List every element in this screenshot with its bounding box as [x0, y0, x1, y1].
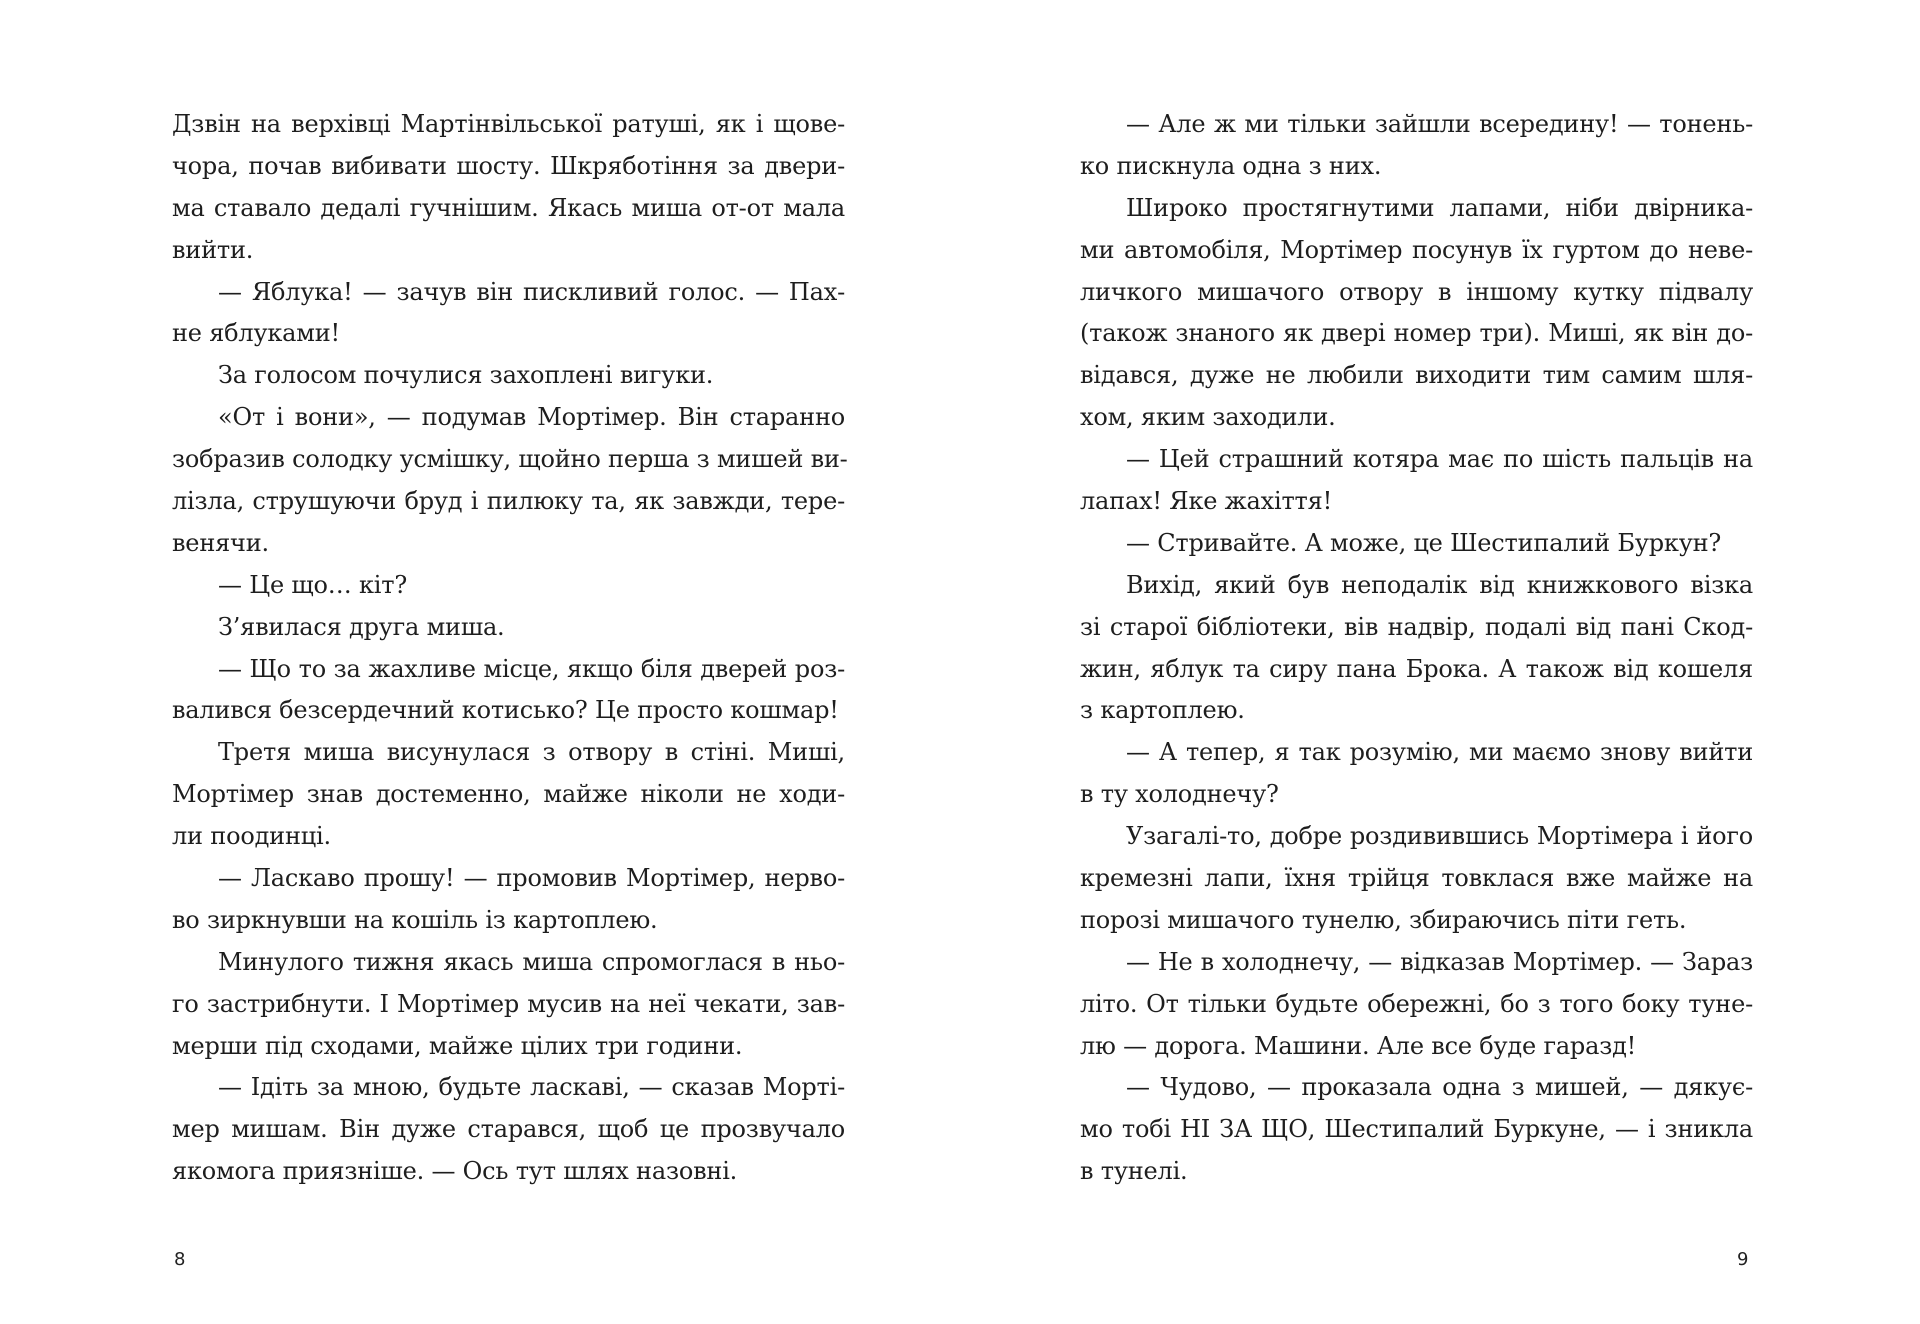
text-line: жин, яблук та сиру пана Брока. А також від кошеля: [1080, 654, 1753, 683]
text-line: зобразив солодку усмішку, щойно перша з мишей ви-: [172, 445, 848, 474]
text-line: валився безсердечний котисько? Це просто кошмар!: [172, 696, 839, 725]
text-line: во зиркнувши на кошіль із картоплею.: [172, 905, 658, 934]
text-line: го застрибнути. І Мортімер мусив на неї чекати, зав-: [172, 989, 845, 1018]
right-page-number: 9: [1737, 1249, 1749, 1270]
text-line: — Але ж ми тільки зайшли всередину! — тонень-: [1126, 110, 1753, 138]
text-line: Вихід, який був неподалік від книжкового візка: [1126, 570, 1753, 599]
text-line: За голосом почулися захоплені вигуки.: [218, 361, 714, 390]
text-line: — Чудово, — проказала одна з мишей, — дякує-: [1126, 1073, 1753, 1102]
text-line: в тунелі.: [1080, 1157, 1188, 1186]
text-line: кремезні лапи, їхня трійця товклася вже майже на: [1080, 864, 1753, 893]
text-line: лю — дорога. Машини. Але все буде гаразд!: [1080, 1031, 1637, 1060]
text-line: Минулого тижня якась миша спромоглася в ньо-: [218, 947, 845, 976]
text-line: не яблуками!: [172, 319, 341, 348]
left-page-body-text: [172, 104, 848, 1193]
text-line: — Не в холоднечу, — відказав Мортімер. — Зараз: [1126, 947, 1753, 976]
text-line: лапах! Яке жахіття!: [1080, 487, 1333, 516]
text-line: зі старої бібліотеки, вів надвір, подалі від пані Скод-: [1080, 612, 1753, 641]
text-line: з картоплею.: [1080, 696, 1245, 725]
right-page: [960, 0, 1920, 1324]
text-line: — Це що… кіт?: [218, 570, 408, 599]
text-line: літо. От тільки будьте обережні, бо з того боку туне-: [1080, 989, 1753, 1018]
text-line: вийти.: [172, 235, 254, 264]
text-line: Дзвін на верхівці Мартінвільської ратуші, як і щове-: [172, 110, 845, 138]
text-line: лізла, струшуючи бруд і пилюку та, як завжди, тере-: [172, 487, 845, 516]
text-line: Мортімер знав достеменно, майже ніколи не ходи-: [172, 780, 845, 809]
text-line: — Стривайте. А може, це Шестипалий Буркун?: [1126, 528, 1722, 557]
right-page-body-text: [1080, 104, 1753, 1193]
text-line: Узагалі-то, добре роздивившись Мортімера і його: [1126, 822, 1753, 851]
text-line: мер мишам. Він дуже старався, щоб це прозвучало: [172, 1115, 845, 1144]
text-line: — Що то за жахливе місце, якщо біля дверей роз-: [218, 654, 845, 683]
text-line: — Цей страшний котяра має по шість пальців на: [1126, 445, 1753, 474]
text-line: порозі мишачого тунелю, збираючись піти геть.: [1080, 905, 1687, 934]
text-line: ма ставало дедалі гучнішим. Якась миша от-от мала: [172, 193, 845, 222]
text-line: «От і вони», — подумав Мортімер. Він старанно: [218, 403, 845, 432]
text-line: — Ідіть за мною, будьте ласкаві, — сказав Морті-: [218, 1073, 845, 1102]
text-line: — А тепер, я так розумію, ми маємо знову вийти: [1126, 738, 1753, 767]
text-line: мо тобі НІ ЗА ЩО, Шестипалий Буркуне, — і зникла: [1080, 1115, 1753, 1144]
text-line: якомога приязніше. — Ось тут шлях назовні.: [172, 1157, 738, 1186]
text-line: відався, дуже не любили виходити тим самим шля-: [1080, 361, 1753, 390]
left-page-number: 8: [174, 1249, 186, 1270]
text-line: — Ласкаво прошу! — промовив Мортімер, нерво-: [218, 864, 845, 893]
text-line: З’явилася друга миша.: [218, 612, 505, 641]
text-line: ко пискнула одна з них.: [1080, 151, 1382, 180]
text-line: Третя миша висунулася з отвору в стіні. Миші,: [218, 738, 845, 767]
text-line: в ту холоднечу?: [1080, 780, 1279, 809]
text-line: Широко простягнутими лапами, ніби двірника-: [1126, 193, 1753, 222]
text-line: ми автомобіля, Мортімер посунув їх гуртом до неве-: [1080, 235, 1753, 264]
text-line: — Яблука! — зачув він пискливий голос. — Пах-: [218, 277, 845, 306]
text-line: венячи.: [172, 528, 269, 557]
text-line: хом, яким заходили.: [1080, 403, 1336, 432]
text-line: ли поодинці.: [172, 822, 331, 851]
text-line: чора, почав вибивати шосту. Шкряботіння за двери-: [172, 151, 845, 180]
text-line: личкого мишачого отвору в іншому кутку підвалу: [1080, 277, 1753, 306]
text-line: мерши під сходами, майже цілих три години.: [172, 1031, 743, 1060]
text-line: (також знаного як двері номер три). Миші, як він до-: [1080, 319, 1753, 348]
